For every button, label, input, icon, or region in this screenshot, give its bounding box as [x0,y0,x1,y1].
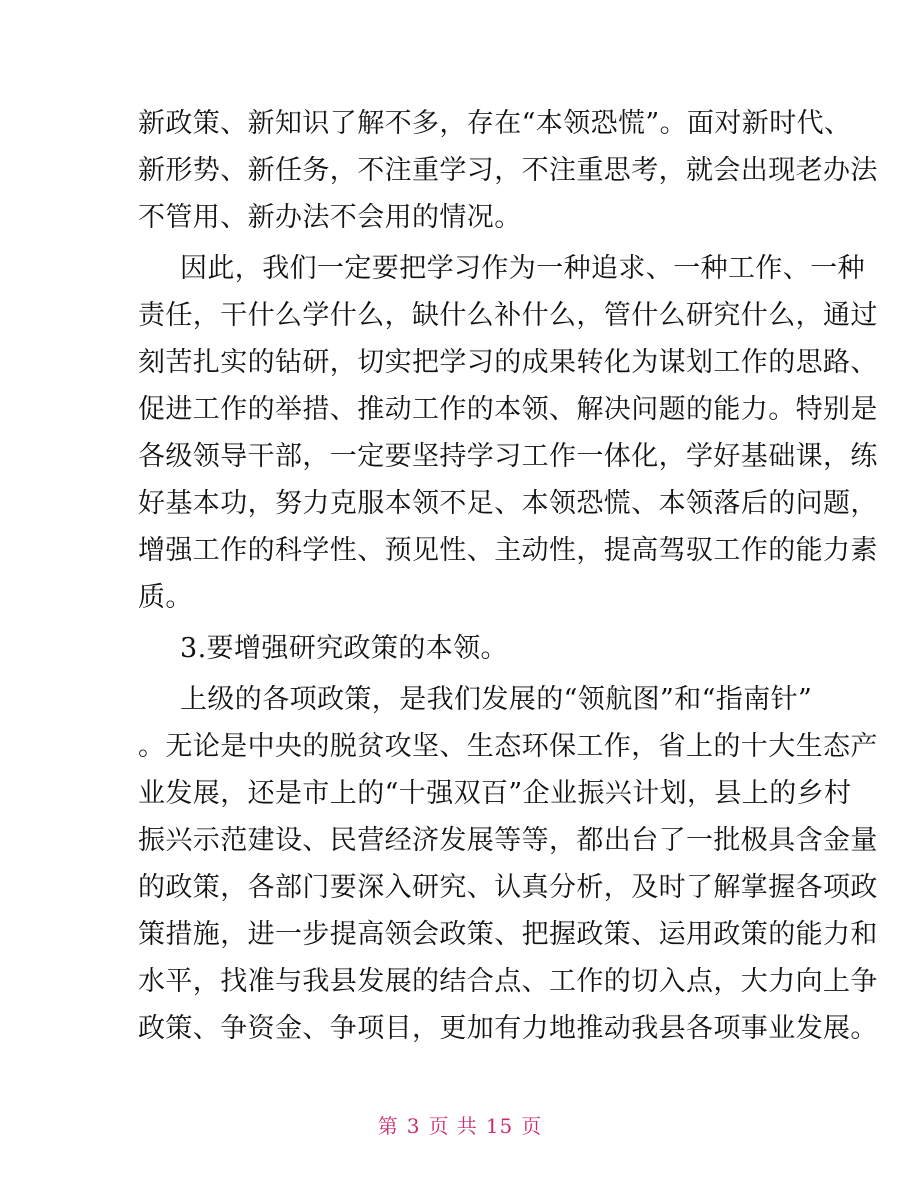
text-line: 上级的各项政策，是我们发展的“领航图”和“指南针” [180,684,813,715]
text-line: 责任，干什么学什么，缺什么补什么，管什么研究什么，通过 [138,300,878,331]
text-line: 。无论是中央的脱贫攻坚、生态环保工作，省上的十大生态产 [138,731,878,762]
text-line: 促进工作的举措、推动工作的本领、解决问题的能力。特别是 [138,394,878,425]
paragraph [138,676,878,1052]
text-line: 好基本功，努力克服本领不足、本领恐慌、本领落后的问题， [138,488,878,519]
text-line: 振兴示范建设、民营经济发展等等，都出台了一批极具含金量 [138,825,878,856]
page-label-suffix: 页 [521,1114,543,1138]
section-heading [138,625,788,672]
text-line: 的政策，各部门要深入研究、认真分析，及时了解掌握各项政 [138,872,878,903]
page-label-mid: 页 共 [428,1114,478,1138]
text-line: 政策、争资金、争项目，更加有力地推动我县各项事业发展。 [138,1013,878,1044]
text-line: 新形势、新任务，不注重学习，不注重思考，就会出现老办法 [138,155,878,186]
page-label-prefix: 第 [377,1114,399,1138]
current-page-number: 3 [406,1114,421,1138]
text-line: 增强工作的科学性、预见性、主动性，提高驾驭工作的能力素 [138,535,878,566]
paragraph [138,100,878,241]
text-line: 3.要增强研究政策的本领。 [180,633,508,664]
text-line: 不管用、新办法不会用的情况。 [138,202,522,233]
text-line: 质。 [138,582,193,613]
text-line: 各级领导干部，一定要坚持学习工作一体化，学好基础课，练 [138,441,878,472]
text-line: 因此，我们一定要把学习作为一种追求、一种工作、一种 [180,253,865,284]
text-line: 新政策、新知识了解不多，存在“本领恐慌”。面对新时代、 [138,108,852,139]
total-pages-number: 15 [485,1114,514,1138]
document-body [138,100,878,1052]
text-line: 业发展，还是市上的“十强双百”企业振兴计划，县上的乡村 [138,778,852,809]
text-line: 水平，找准与我县发展的结合点、工作的切入点，大力向上争 [138,966,878,997]
paragraph [138,245,878,621]
text-line: 策措施，进一步提高领会政策、把握政策、运用政策的能力和 [138,919,878,950]
page-number-footer [0,1110,920,1139]
text-line: 刻苦扎实的钻研，切实把学习的成果转化为谋划工作的思路、 [138,347,878,378]
